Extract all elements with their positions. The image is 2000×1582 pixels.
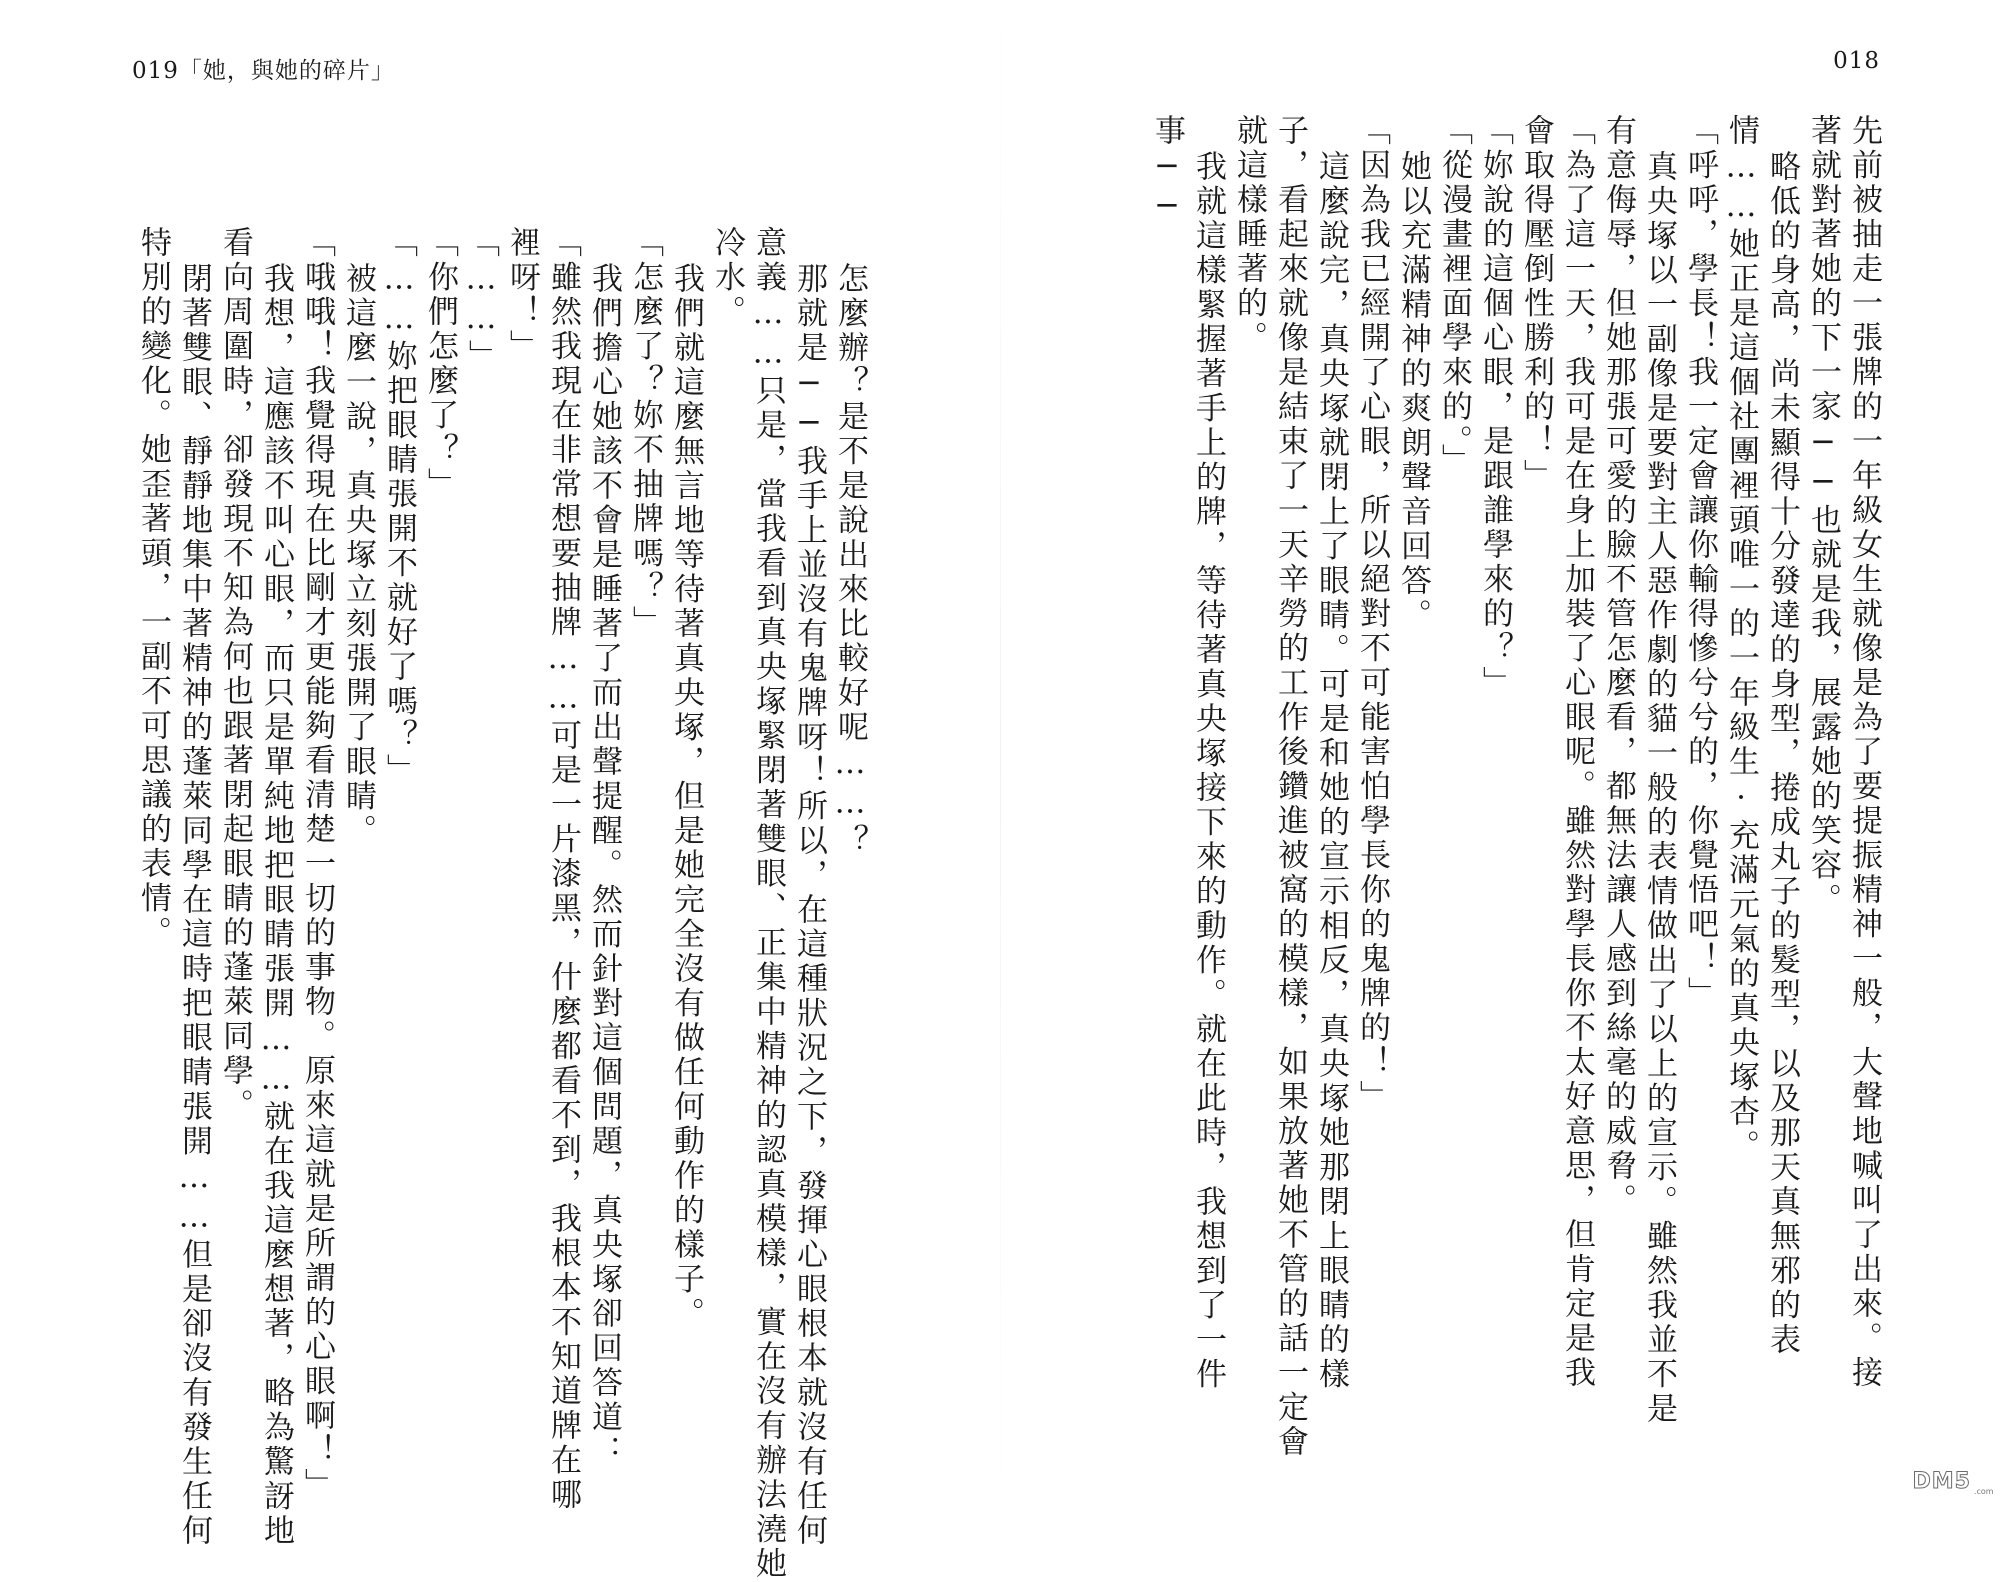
text-column: 「從漫畫裡面學來的。」 — [1436, 114, 1472, 478]
text-column: 就這樣睡著的。 — [1231, 114, 1267, 356]
text-column: 那就是──我手上並沒有鬼牌呀！所以，在這種狀況之下，發揮心眼根本就沒有任何 — [791, 262, 827, 1549]
text-column: 「妳說的這個心眼，是跟誰學來的？」 — [1477, 114, 1513, 701]
text-column: 閉著雙眼、靜靜地集中著精神的蓬萊同學在這時把眼睛張開……但是卻沒有發生任何 — [176, 262, 212, 1549]
text-column: 子，看起來就像是結束了一天辛勞的工作後鑽進被窩的模樣，如果放著她不管的話一定會 — [1272, 114, 1308, 1460]
text-column: 先前被抽走一張牌的一年級女生就像是為了要提振精神一般，大聲地喊叫了出來。接 — [1846, 114, 1882, 1391]
page-number-right: 018 — [1833, 48, 1880, 74]
text-column: 裡呀！」 — [504, 226, 540, 364]
watermark-suffix: .com — [1973, 1487, 1994, 1496]
text-column: 「你們怎麼了？」 — [422, 226, 458, 502]
text-column: 「雖然我現在非常想要抽牌……可是一片漆黑，什麼都看不到，我根本不知道牌在哪 — [545, 226, 581, 1513]
text-column: 冷水。 — [709, 226, 745, 330]
text-column: 情……她正是這個社團裡頭唯一的一年級生·充滿元氣的真央塚杏。 — [1723, 114, 1759, 1164]
text-column: 這麼說完，真央塚就閉上了眼睛。可是和她的宣示相反，真央塚她那閉上眼睛的樣 — [1313, 150, 1349, 1392]
text-column: 看向周圍時，卻發現不知為何也跟著閉起眼睛的蓬萊同學。 — [217, 226, 253, 1123]
text-column: 事── — [1149, 114, 1185, 228]
text-column: 「怎麼了？妳不抽牌嗎？」 — [627, 226, 663, 640]
text-column: 「為了這一天，我可是在身上加裝了心眼呢。雖然對學長你不太好意思，但肯定是我 — [1559, 114, 1595, 1391]
right-page — [1000, 0, 2000, 1502]
text-column: 「……」 — [463, 226, 499, 374]
text-column: 特別的變化。她歪著頭，一副不可思議的表情。 — [135, 226, 171, 951]
text-column: 著就對著她的下一家──也就是我，展露她的笑容。 — [1805, 114, 1841, 918]
text-column: 略低的身高，尚未顯得十分發達的身型，捲成丸子的髮型，以及那天真無邪的表 — [1764, 150, 1800, 1358]
text-column: 我就這樣緊握著手上的牌，等待著真央塚接下來的動作。就在此時，我想到了一件 — [1190, 150, 1226, 1392]
text-column: 我們擔心她該不會是睡著了而出聲提醒。然而針對這個問題，真央塚卻回答道： — [586, 262, 622, 1470]
text-column: 真央塚以一副像是要對主人惡作劇的貓一般的表情做出了以上的宣示。雖然我並不是 — [1641, 150, 1677, 1427]
text-column: 有意侮辱，但她那張可愛的臉不管怎麼看，都無法讓人感到絲毫的威脅。 — [1600, 114, 1636, 1218]
text-column: 會取得壓倒性勝利的！」 — [1518, 114, 1554, 494]
running-header-left: 019「她，與她的碎片」 — [132, 58, 395, 84]
text-column: 「哦哦！我覺得現在比剛才更能夠看清楚一切的事物。原來這就是所謂的心眼啊！」 — [299, 226, 335, 1503]
site-watermark-logo — [1910, 1466, 1996, 1496]
text-column: 「……妳把眼睛張開不就好了嗎？」 — [381, 226, 417, 788]
text-column: 她以充滿精神的爽朗聲音回答。 — [1395, 150, 1431, 633]
text-column: 怎麼辦？是不是說出來比較好呢……？ — [832, 262, 868, 859]
watermark-text: DM5 — [1912, 1468, 1971, 1494]
text-column: 「呼呼，學長！我一定會讓你輸得慘兮兮的，你覺悟吧！」 — [1682, 114, 1718, 1011]
text-column: 「因為我已經開了心眼，所以絕對不可能害怕學長你的鬼牌的！」 — [1354, 114, 1390, 1115]
text-column: 意義……只是，當我看到真央塚緊閉著雙眼、正集中精神的認真模樣，實在沒有辦法澆她 — [750, 226, 786, 1582]
text-column: 被這麼一說，真央塚立刻張開了眼睛。 — [340, 262, 376, 849]
text-column: 我們就這麼無言地等待著真央塚，但是她完全沒有做任何動作的樣子。 — [668, 262, 704, 1332]
text-column: 我想，這應該不叫心眼，而只是單純地把眼睛張開……就在我這麼想著，略為驚訝地 — [258, 262, 294, 1549]
